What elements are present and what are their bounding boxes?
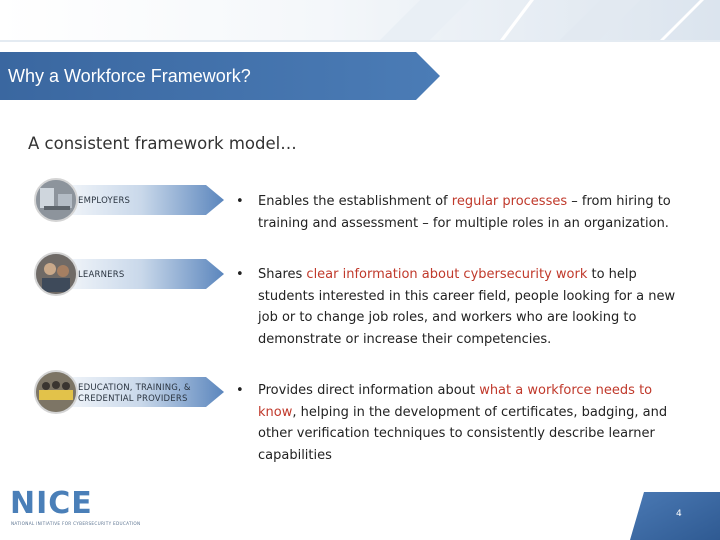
highlight-text: what a workforce needs to know (258, 383, 653, 420)
bullet-icon: • (236, 194, 244, 209)
bullet-icon: • (236, 267, 244, 282)
nice-tagline: NATIONAL INITIATIVE FOR CYBERSECURITY EDUCATION (11, 521, 141, 526)
providers-photo (34, 370, 78, 414)
page-corner (630, 492, 720, 540)
classroom-image-icon (36, 372, 76, 412)
nice-logo: NICE (10, 486, 93, 521)
employers-photo (34, 178, 78, 222)
providers-bullet: • Provides direct information about what a workforce needs to know, helping in the development of certificates, badging, and other verification techniques to consistently describe learner capabilities (236, 380, 686, 467)
office-image-icon (36, 180, 76, 220)
employers-bullet: • Enables the establishment of regular processes – from hiring to training and assessment – for multiple roles in an organization. (236, 191, 686, 234)
learners-bullet: • Shares clear information about cybersecurity work to help students interested in this career field, people looking for a new job or to change job roles, and workers who are looking to demonstrate or increase their competencies. (236, 264, 686, 351)
slide-subtitle: A consistent framework model… (28, 134, 297, 153)
students-image-icon (36, 254, 76, 294)
slide-title: Why a Workforce Framework? (8, 66, 251, 86)
employers-label: EMPLOYERS (78, 196, 131, 206)
learners-label: LEARNERS (78, 270, 125, 280)
header-divider (0, 40, 720, 42)
bullet-icon: • (236, 383, 244, 398)
providers-label: EDUCATION, TRAINING, & CREDENTIAL PROVIDERS (78, 383, 191, 404)
highlight-text: regular processes (451, 194, 568, 209)
learners-photo (34, 252, 78, 296)
header-banner (0, 0, 720, 40)
page-number: 4 (676, 509, 682, 519)
highlight-text: clear information about cybersecurity work (306, 267, 588, 282)
